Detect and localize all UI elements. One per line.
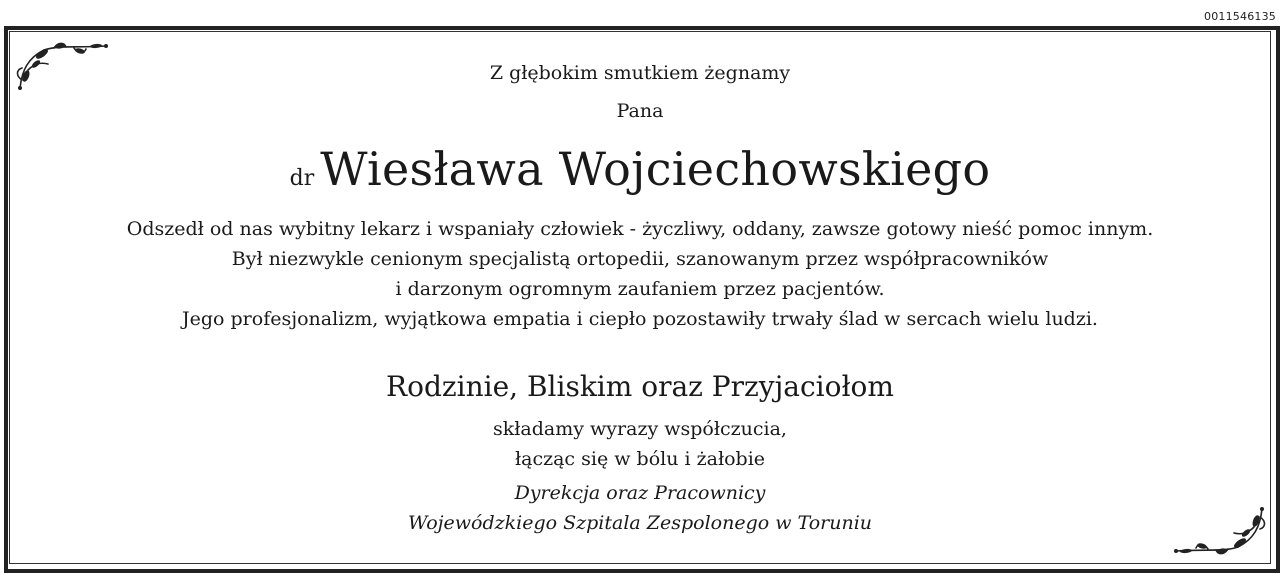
- document-id: 0011546135: [1204, 10, 1276, 23]
- body-line: Odszedł od nas wybitny lekarz i wspaniały człowiek - życzliwy, oddany, zawsze gotowy nieść pomoc innym.: [126, 218, 1154, 240]
- salutation-text: Pana: [616, 100, 664, 122]
- deceased-name: Wiesława Wojciechowskiego: [320, 142, 991, 196]
- body-line: Jego profesjonalizm, wyjątkowa empatia i ciepło pozostawiły trwały ślad w sercach wielu ludzi.: [182, 308, 1098, 330]
- condolence-line: składamy wyrazy współczucia,: [493, 418, 787, 440]
- condolence-line: łącząc się w bólu i żałobie: [514, 448, 766, 470]
- addressees-heading: Rodzinie, Bliskim oraz Przyjaciołom: [386, 370, 894, 403]
- intro-text: Z głębokim smutkiem żegnamy: [489, 62, 791, 84]
- signature-line: Dyrekcja oraz Pracownicy: [514, 482, 766, 504]
- body-line: Był niezwykle cenionym specjalistą ortopedii, szanowanym przez współpracowników: [231, 248, 1049, 270]
- deceased-name-line: [0, 142, 1280, 196]
- signature-line: Wojewódzkiego Szpitala Zespolonego w Toruniu: [407, 512, 873, 534]
- academic-title: dr: [289, 166, 315, 191]
- body-line: i darzonym ogromnym zaufaniem przez pacjentów.: [395, 278, 885, 300]
